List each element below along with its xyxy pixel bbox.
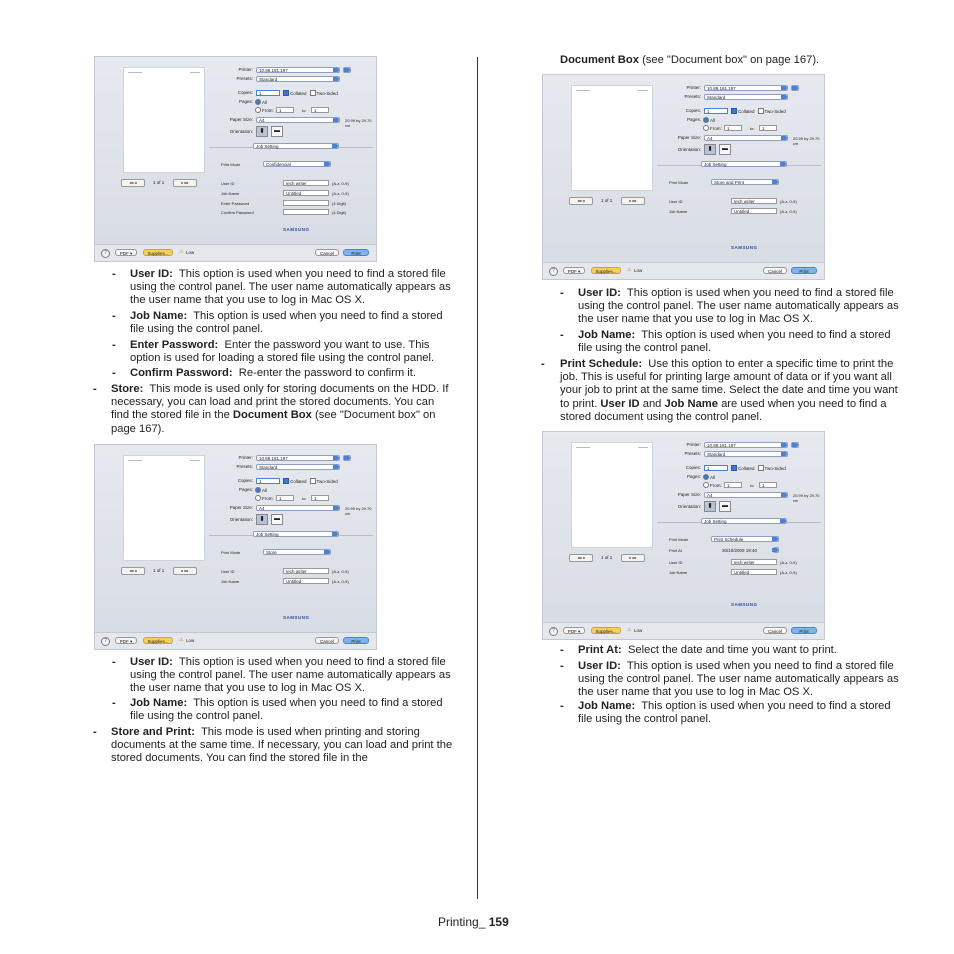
portrait-icon[interactable]: ▮	[704, 501, 716, 512]
list-item-user-id-2: - User ID: This option is used when you need to find a stored file using the control panel. The user name automatically appears as the user name that you use to log in Mac OS X.	[112, 656, 451, 695]
pages-all-radio[interactable]	[255, 99, 261, 105]
paper-dimensions: 20.99 by 29.70 cm	[345, 118, 372, 128]
pages-to-input[interactable]: 1	[311, 107, 329, 113]
two-sided-checkbox[interactable]	[310, 478, 316, 484]
user-id-input[interactable]: tech writer	[283, 180, 329, 186]
paper-size-select[interactable]: A4	[704, 135, 788, 141]
pages-all-label: All	[262, 487, 268, 493]
collated-label: Collated	[738, 108, 755, 114]
pages-to-input[interactable]: 1	[311, 495, 329, 501]
pages-from-label: From:	[710, 125, 722, 131]
pages-from-radio[interactable]	[255, 107, 261, 113]
two-sided-label: Two-Sided	[764, 108, 786, 114]
copies-label: Copies:	[685, 108, 701, 113]
preview-header-line-right	[190, 72, 200, 73]
list-item-job-name-4: - Job Name: This option is used when you need to find a stored file using the control panel.	[560, 700, 891, 726]
pages-from-row	[255, 494, 274, 502]
print-at-label: Print At	[669, 548, 682, 553]
list-item-print-schedule: - Print Schedule: Use this option to enter a specific time to print the job. This is useful for printing large amount of data or if you want all your job to print at the same time. Select the date and time you want to print. User ID and Job Name are used when you need to find a stored document using the control panel.	[541, 358, 898, 423]
page-footer: Printing_ 159	[438, 915, 509, 929]
pdf-button[interactable]: PDF ▾	[115, 249, 137, 256]
help-button[interactable]: ?	[549, 267, 558, 276]
pages-all-row	[703, 473, 715, 481]
low-toner-label: Low	[634, 268, 643, 273]
print-mode-label: Print Mode	[221, 550, 241, 555]
pages-to-label: to:	[750, 126, 755, 131]
portrait-icon[interactable]: ▮	[704, 144, 716, 155]
print-mode-select[interactable]: Store	[263, 549, 331, 555]
printer-label: Printer:	[686, 85, 701, 90]
user-id-input[interactable]: tech writer	[731, 559, 777, 565]
user-id-label: User ID	[221, 181, 235, 186]
user-id-label: User ID	[669, 199, 683, 204]
pages-from-label: From:	[710, 482, 722, 488]
job-name-hint: (A-z, 0-9)	[332, 579, 349, 584]
help-button[interactable]: ?	[549, 627, 558, 636]
pages-all-radio[interactable]	[703, 117, 709, 123]
paper-size-label: Paper Size:	[229, 505, 253, 510]
next-page-button[interactable]: ▸ ▸▸	[621, 554, 645, 562]
job-name-label: Job Name	[221, 579, 240, 584]
next-page-button[interactable]: ▸ ▸▸	[173, 567, 197, 575]
presets-select[interactable]: Standard	[704, 451, 788, 457]
two-sided-checkbox[interactable]	[758, 108, 764, 114]
job-name-hint: (A-z, 0-9)	[780, 209, 797, 214]
page-counter: 1 of 1	[153, 568, 165, 573]
job-name-hint: (A-z, 0-9)	[332, 191, 349, 196]
page-counter: 1 of 1	[601, 198, 613, 203]
print-at-input[interactable]: 30/10/2009 19:40	[722, 548, 758, 553]
collated-row	[283, 89, 338, 97]
collated-row	[731, 107, 786, 115]
landscape-icon[interactable]: ▬	[271, 514, 283, 525]
copies-input[interactable]: 1	[256, 478, 280, 484]
pages-from-input[interactable]: 1	[724, 125, 742, 131]
print-dialog-store-and-print	[542, 74, 825, 280]
copies-label: Copies:	[237, 478, 253, 483]
next-page-button[interactable]: ▸ ▸▸	[173, 179, 197, 187]
list-item-enter-password: - Enter Password: Enter the password you want to use. This option is used for loading a stored file using the control panel.	[112, 339, 435, 365]
print-mode-label: Print Mode	[669, 537, 689, 542]
job-name-hint: (A-z, 0-9)	[780, 570, 797, 575]
list-item-user-id-4: - User ID: This option is used when you need to find a stored file using the control panel. The user name automatically appears as the user name that you use to log in Mac OS X.	[560, 660, 899, 699]
preview-header-line	[128, 72, 142, 73]
dialog-bottom-bar	[543, 622, 824, 639]
pages-all-row	[255, 486, 267, 494]
preview-navigation	[121, 179, 207, 187]
help-button[interactable]: ?	[101, 637, 110, 646]
paper-dimensions: 20.99 by 29.70 cm	[345, 506, 372, 516]
job-name-input[interactable]: Untitled	[731, 208, 777, 214]
printer-extra-button[interactable]	[343, 455, 351, 461]
collated-checkbox[interactable]	[283, 90, 289, 96]
job-name-label: Job Name	[221, 191, 240, 196]
collated-label: Collated	[290, 478, 307, 484]
pages-all-radio[interactable]	[255, 487, 261, 493]
printer-label: Printer:	[238, 455, 253, 460]
warning-icon: ⚠	[627, 267, 632, 273]
pages-from-label: From:	[262, 107, 274, 113]
confirm-password-hint: (4 Digit)	[332, 210, 347, 215]
two-sided-label: Two-Sided	[316, 478, 338, 484]
paper-size-label: Paper Size:	[677, 492, 701, 497]
print-button[interactable]: Print	[791, 627, 817, 634]
prev-page-button[interactable]: ◂◂ ◂	[569, 554, 593, 562]
user-id-label: User ID	[669, 560, 683, 565]
pages-all-row	[703, 116, 715, 124]
portrait-icon[interactable]: ▮	[256, 126, 268, 137]
two-sided-checkbox[interactable]	[310, 90, 316, 96]
print-dialog-print-schedule	[542, 431, 825, 640]
landscape-icon[interactable]: ▬	[719, 501, 731, 512]
presets-select[interactable]: Standard	[256, 76, 340, 82]
dialog-bottom-bar	[95, 244, 376, 261]
paper-dimensions: 20.99 by 29.70 cm	[793, 136, 820, 146]
collated-row	[283, 477, 338, 485]
collated-checkbox[interactable]	[731, 465, 737, 471]
presets-label: Presets:	[236, 76, 253, 81]
list-item-job-name-2: - Job Name: This option is used when you need to find a stored file using the control panel.	[112, 697, 443, 723]
pages-from-row	[703, 481, 722, 489]
low-toner-label: Low	[186, 638, 195, 643]
pages-to-label: to:	[750, 483, 755, 488]
job-setting-select[interactable]: Job Setting	[253, 531, 339, 537]
list-item-confirm-password: - Confirm Password: Re-enter the password to confirm it.	[112, 367, 417, 379]
job-name-input[interactable]: Untitled	[731, 569, 777, 575]
printer-extra-button[interactable]	[343, 67, 351, 73]
dialog-bottom-bar	[543, 262, 824, 279]
pages-label: Pages:	[238, 99, 253, 104]
user-id-hint: (A-z, 0-9)	[780, 560, 797, 565]
list-item-print-at: - Print At: Select the date and time you want to print.	[560, 644, 837, 656]
print-mode-select[interactable]: Confidencial	[263, 161, 331, 167]
user-id-input[interactable]: tech writer	[283, 568, 329, 574]
preview-header-line-right	[638, 447, 648, 448]
confirm-password-input[interactable]	[283, 209, 329, 215]
print-dialog-store	[94, 444, 377, 650]
help-button[interactable]: ?	[101, 249, 110, 258]
samsung-logo: SAMSUNG	[283, 227, 310, 232]
pdf-button[interactable]: PDF ▾	[115, 637, 137, 644]
presets-label: Presets:	[684, 94, 701, 99]
next-page-button[interactable]: ▸ ▸▸	[621, 197, 645, 205]
dialog-bottom-bar	[95, 632, 376, 649]
orientation-label: Orientation:	[677, 147, 701, 152]
print-at-stepper[interactable]	[773, 547, 779, 553]
user-id-label: User ID	[221, 569, 235, 574]
copies-label: Copies:	[685, 465, 701, 470]
printer-select[interactable]: 10.88.181.197	[256, 455, 340, 461]
job-name-input[interactable]: Untitled	[283, 190, 329, 196]
paper-size-select[interactable]: A4	[704, 492, 788, 498]
cancel-button[interactable]: Cancel	[763, 627, 787, 634]
printer-label: Printer:	[686, 442, 701, 447]
pages-from-radio[interactable]	[703, 482, 709, 488]
collated-checkbox[interactable]	[731, 108, 737, 114]
samsung-logo: SAMSUNG	[731, 245, 758, 250]
supplies-button[interactable]: Supplies...	[591, 267, 621, 274]
prev-page-button[interactable]: ◂◂ ◂	[121, 567, 145, 575]
collated-label: Collated	[738, 465, 755, 471]
printer-select[interactable]: 10.88.181.197	[704, 85, 788, 91]
pdf-button[interactable]: PDF ▾	[563, 627, 585, 634]
print-mode-select[interactable]: Store and Print	[711, 179, 779, 185]
print-button[interactable]: Print	[791, 267, 817, 274]
cancel-button[interactable]: Cancel	[763, 267, 787, 274]
pages-to-label: to:	[302, 108, 307, 113]
portrait-icon[interactable]: ▮	[256, 514, 268, 525]
enter-password-label: Enter Password	[221, 201, 250, 206]
preview-navigation	[121, 567, 207, 575]
printer-extra-button[interactable]	[791, 85, 799, 91]
print-button[interactable]: Print	[343, 637, 369, 644]
low-toner-label: Low	[634, 628, 643, 633]
orientation-label: Orientation:	[229, 517, 253, 522]
pages-from-row	[255, 106, 274, 114]
landscape-icon[interactable]: ▬	[271, 126, 283, 137]
prev-page-button[interactable]: ◂◂ ◂	[121, 179, 145, 187]
list-item-store: - Store: This mode is used only for storing documents on the HDD. If necessary, you can load and print the stored documents. You can find the stored file in the Document Box (see "Document box" on page 167).	[93, 383, 449, 435]
pages-from-label: From:	[262, 495, 274, 501]
collated-row	[731, 464, 786, 472]
preview-navigation	[569, 197, 655, 205]
warning-icon: ⚠	[179, 249, 184, 255]
cancel-button[interactable]: Cancel	[315, 249, 339, 256]
user-id-hint: (A-z, 0-9)	[332, 181, 349, 186]
orientation-label: Orientation:	[229, 129, 253, 134]
collated-label: Collated	[290, 90, 307, 96]
copies-label: Copies:	[237, 90, 253, 95]
pages-label: Pages:	[686, 117, 701, 122]
pages-all-radio[interactable]	[703, 474, 709, 480]
print-mode-label: Print Mode	[669, 180, 689, 185]
paper-size-select[interactable]: A4	[256, 117, 340, 123]
presets-label: Presets:	[236, 464, 253, 469]
page-counter: 1 of 1	[601, 555, 613, 560]
paper-size-label: Paper Size:	[677, 135, 701, 140]
enter-password-hint: (4 Digit)	[332, 201, 347, 206]
pages-all-label: All	[710, 117, 716, 123]
pages-from-radio[interactable]	[255, 495, 261, 501]
presets-label: Presets:	[684, 451, 701, 456]
pages-from-radio[interactable]	[703, 125, 709, 131]
preview-header-line-right	[190, 460, 200, 461]
user-id-hint: (A-z, 0-9)	[780, 199, 797, 204]
pages-all-label: All	[262, 99, 268, 105]
presets-select[interactable]: Standard	[704, 94, 788, 100]
user-id-input[interactable]: tech writer	[731, 198, 777, 204]
document-box-reference: Document Box (see "Document box" on page 167).	[560, 54, 820, 66]
preview-header-line-right	[638, 90, 648, 91]
print-mode-label: Print Mode	[221, 162, 241, 167]
job-setting-select[interactable]: Job Setting	[701, 518, 787, 524]
printer-label: Printer:	[238, 67, 253, 72]
pages-from-input[interactable]: 1	[276, 495, 294, 501]
job-name-input[interactable]: Untitled	[283, 578, 329, 584]
copies-input[interactable]: 1	[704, 465, 728, 471]
pdf-button[interactable]: PDF ▾	[563, 267, 585, 274]
list-item-job-name: - Job Name: This option is used when you need to find a stored file using the control panel.	[112, 310, 443, 336]
paper-dimensions: 20.99 by 29.70 cm	[793, 493, 820, 503]
supplies-button[interactable]: Supplies...	[143, 249, 173, 256]
page-counter: 1 of 1	[153, 180, 165, 185]
user-id-hint: (A-z, 0-9)	[332, 569, 349, 574]
supplies-button[interactable]: Supplies...	[143, 637, 173, 644]
landscape-icon[interactable]: ▬	[719, 144, 731, 155]
confirm-password-label: Confirm Password	[221, 210, 254, 215]
preview-header-line	[128, 460, 142, 461]
collated-checkbox[interactable]	[283, 478, 289, 484]
printer-select[interactable]: 10.88.181.197	[704, 442, 788, 448]
supplies-button[interactable]: Supplies...	[591, 627, 621, 634]
warning-icon: ⚠	[627, 627, 632, 633]
list-item-store-and-print: - Store and Print: This mode is used when printing and storing documents at the same time. If necessary, you can load and print the stored documents. You can find the stored file in the	[93, 726, 453, 765]
printer-select[interactable]: 10.88.181.197	[256, 67, 340, 73]
samsung-logo: SAMSUNG	[731, 602, 758, 607]
two-sided-label: Two-Sided	[764, 465, 786, 471]
pages-from-input[interactable]: 1	[724, 482, 742, 488]
print-dialog-confidential	[94, 56, 377, 262]
paper-size-label: Paper Size:	[229, 117, 253, 122]
pages-label: Pages:	[686, 474, 701, 479]
paper-size-select[interactable]: A4	[256, 505, 340, 511]
samsung-logo: SAMSUNG	[283, 615, 310, 620]
preview-header-line	[576, 447, 590, 448]
copies-input[interactable]: 1	[256, 90, 280, 96]
job-name-label: Job Name	[669, 570, 688, 575]
list-item-job-name-3: - Job Name: This option is used when you need to find a stored file using the control panel.	[560, 329, 891, 355]
two-sided-checkbox[interactable]	[758, 465, 764, 471]
pages-from-row	[703, 124, 722, 132]
column-divider	[477, 57, 478, 899]
two-sided-label: Two-Sided	[316, 90, 338, 96]
low-toner-label: Low	[186, 250, 195, 255]
pages-to-input[interactable]: 1	[759, 125, 777, 131]
job-setting-select[interactable]: Job Setting	[701, 161, 787, 167]
pages-to-label: to:	[302, 496, 307, 501]
pages-all-row	[255, 98, 267, 106]
enter-password-input[interactable]	[283, 200, 329, 206]
pages-to-input[interactable]: 1	[759, 482, 777, 488]
print-button[interactable]: Print	[343, 249, 369, 256]
print-mode-select[interactable]: Print Schedule	[711, 536, 779, 542]
prev-page-button[interactable]: ◂◂ ◂	[569, 197, 593, 205]
job-setting-select[interactable]: Job Setting	[253, 143, 339, 149]
presets-select[interactable]: Standard	[256, 464, 340, 470]
orientation-label: Orientation:	[677, 504, 701, 509]
warning-icon: ⚠	[179, 637, 184, 643]
pages-all-label: All	[710, 474, 716, 480]
cancel-button[interactable]: Cancel	[315, 637, 339, 644]
pages-label: Pages:	[238, 487, 253, 492]
preview-header-line	[576, 90, 590, 91]
list-item-user-id-3: - User ID: This option is used when you need to find a stored file using the control panel. The user name automatically appears as the user name that you use to log in Mac OS X.	[560, 287, 899, 326]
job-name-label: Job Name	[669, 209, 688, 214]
copies-input[interactable]: 1	[704, 108, 728, 114]
pages-from-input[interactable]: 1	[276, 107, 294, 113]
printer-extra-button[interactable]	[791, 442, 799, 448]
preview-navigation	[569, 554, 655, 562]
list-item-user-id: - User ID: This option is used when you need to find a stored file using the control panel. The user name automatically appears as the user name that you use to log in Mac OS X.	[112, 268, 451, 307]
